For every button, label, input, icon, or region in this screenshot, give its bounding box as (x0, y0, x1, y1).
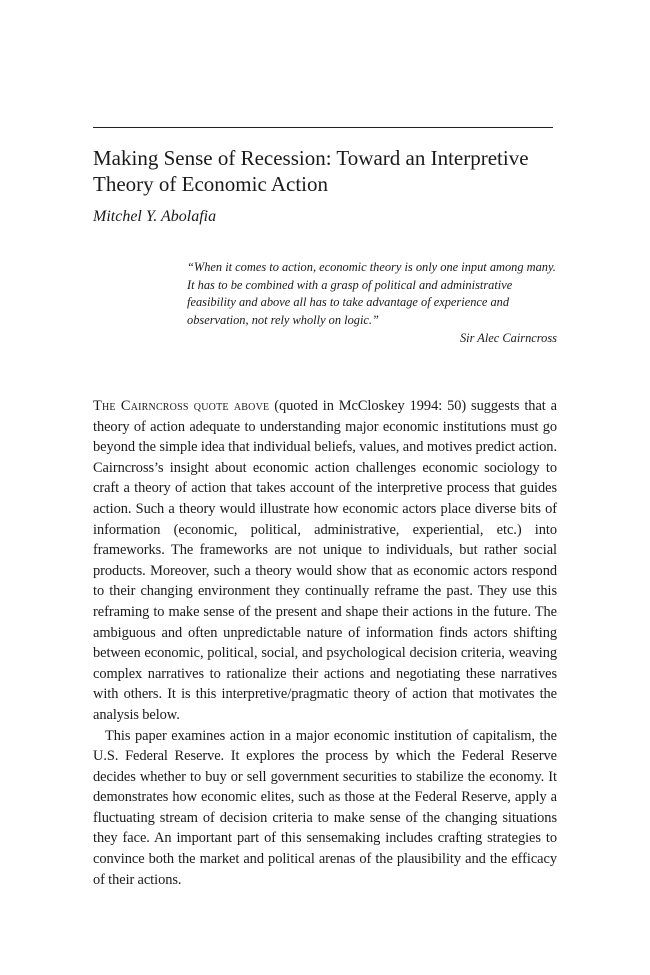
article-title: Making Sense of Recession: Toward an Interpretive Theory of Economic Action (93, 146, 529, 196)
epigraph (187, 259, 557, 347)
epigraph-attribution: Sir Alec Cairncross (459, 331, 557, 345)
article-author: Mitchel Y. Abolafia (93, 208, 217, 225)
header-rule (93, 127, 553, 128)
lead-in-smallcaps: The Cairncross quote above (93, 398, 270, 414)
body-paragraph-1-text: (quoted in McCloskey 1994: 50) suggests that a theory of action adequate to understanding major economic institutions must go beyond the simple idea that individual beliefs, values, and motives predict action. Cairncross’s insight about economic action challenges economic sociology to craft a theory of action that takes account of the interpretive process that guides action. Such a theory would illustrate how economic actors place diverse bits of information (economic, political, administrative, experiential, etc.) into frameworks. The frameworks are not unique to individuals, but rather social products. Moreover, such a theory would show that as economic actors respond to their changing environment they continually reframe the past. They use this reframing to make sense of the present and shape their actions in the future. The ambiguous and often unpredictable nature of information finds actors shifting between economic, political, social, and psychological decision criteria, weaving complex narratives to rationalize their actions and negotiating these narratives with others. It is this interpretive/pragmatic theory of action that motivates the analysis below. (93, 398, 557, 723)
epigraph-quote: “When it comes to action, economic theory is only one input among many. It has to be combined with a grasp of political and administrative feasibility and above all has to take advantage of experience and observation, not rely wholly on logic.” (187, 260, 556, 327)
body-paragraph-2: This paper examines action in a major economic institution of capitalism, the U.S. Federal Reserve. It explores the process by which the Federal Reserve decides whether to buy or sell government securities to stabilize the economy. It demonstrates how economic elites, such as those at the Federal Reserve, apply a fluctuating stream of decision criteria to make sense of the changing situations they face. An important part of this sensemaking includes crafting strategies to convince both the market and political arenas of the plausibility and the efficacy of their actions. (93, 727, 557, 888)
article-body (93, 396, 557, 890)
body-paragraph-1 (93, 396, 557, 726)
